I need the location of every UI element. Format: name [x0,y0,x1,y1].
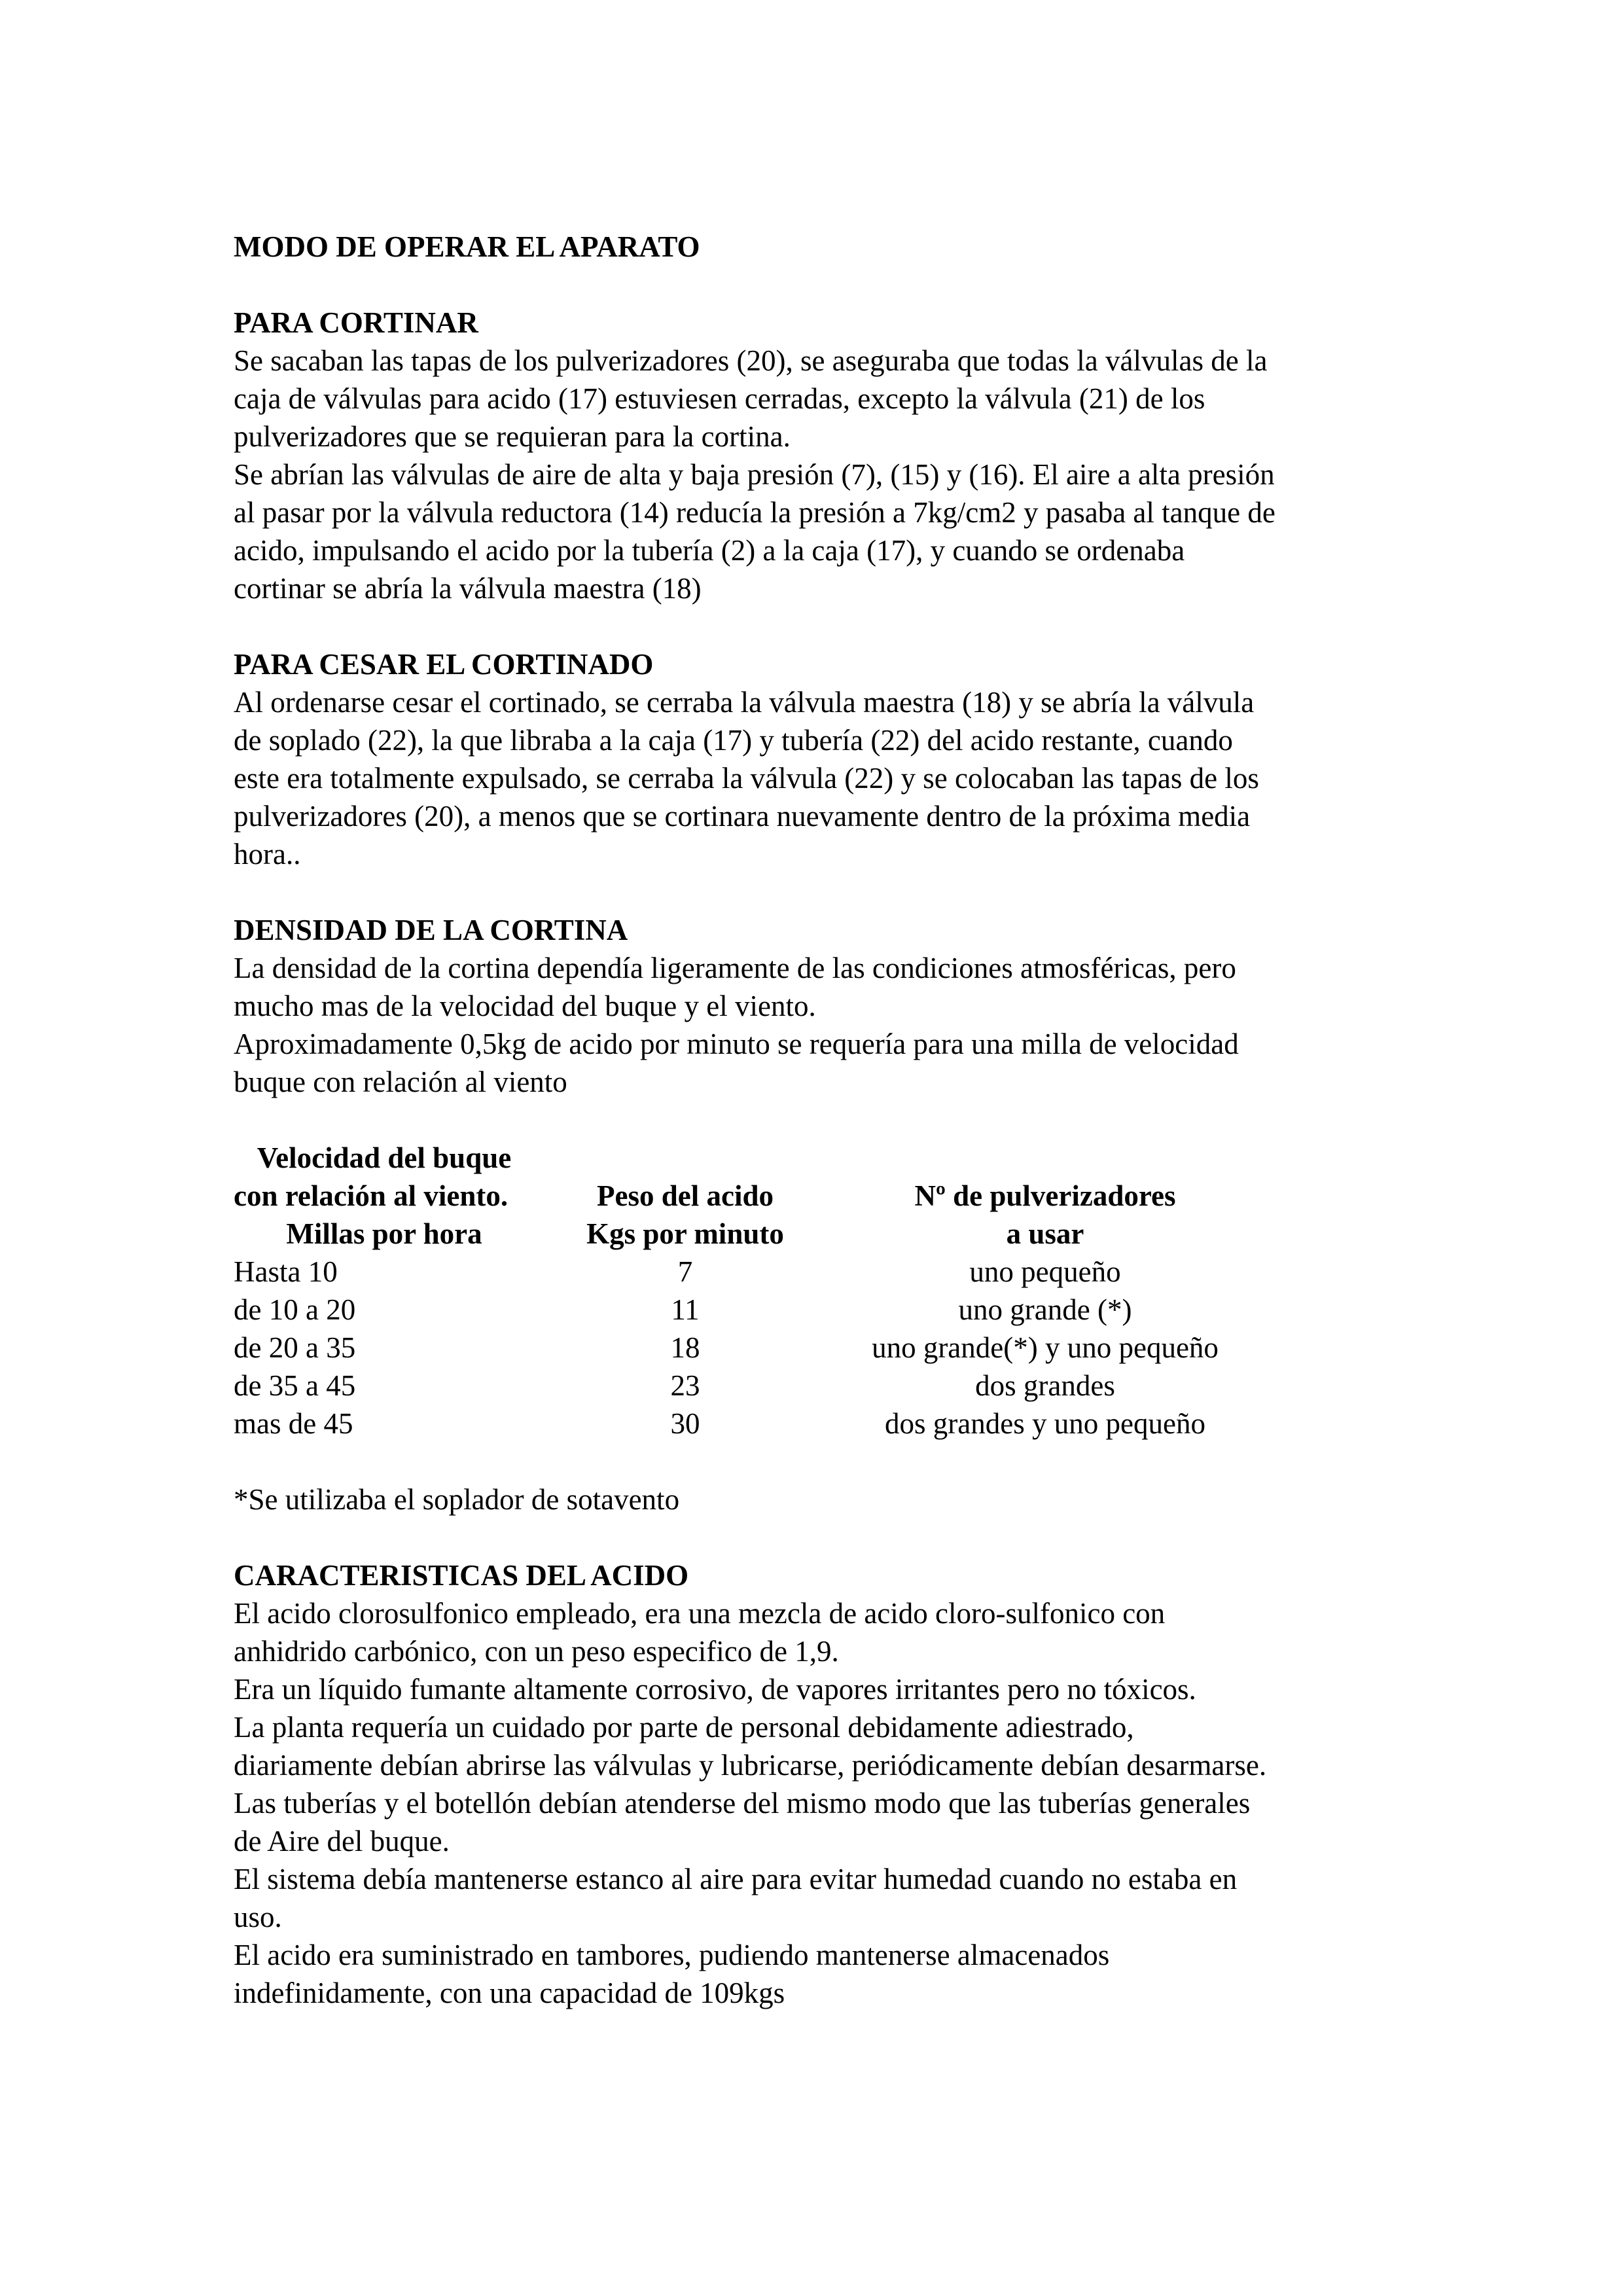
table-cell: 11 [671,1293,700,1326]
table-cell: dos grandes [975,1369,1115,1402]
table-footnote: *Se utilizaba el soplador de sotavento [234,1483,680,1516]
page-title: MODO DE OPERAR EL APARATO [234,230,700,263]
table-cell: uno grande (*) [958,1293,1132,1326]
table-cell: 7 [677,1255,693,1288]
section-caracteristicas-acido [234,1556,1425,2012]
table-row [234,1291,1425,1329]
paragraph-line: acido, impulsando el acido por la tubería (2) a la caja (17), y cuando se ordenaba [234,534,1185,567]
paragraph-line: este era totalmente expulsado, se cerraba la válvula (22) y se colocaban las tapas de los [234,762,1259,795]
header-cell: Millas por hora [286,1217,482,1250]
paragraph-line: El sistema debía mantenerse estanco al aire para evitar humedad cuando no estaba en [234,1863,1238,1895]
table-row [234,1367,1425,1405]
paragraph-line: indefinidamente, con una capacidad de 109kgs [234,1977,785,2009]
paragraph-line: uso. [234,1901,282,1933]
paragraph-line: anhidrido carbónico, con un peso especifico de 1,9. [234,1635,839,1668]
header-cell: Peso del acido [597,1179,774,1212]
table-row [234,1405,1425,1443]
speed-acid-table [234,1139,1425,1443]
paragraph-line: buque con relación al viento [234,1066,567,1098]
header-cell: a usar [1006,1217,1084,1250]
table-cell: 18 [670,1331,700,1364]
table-row [234,1253,1425,1291]
section-heading: PARA CORTINAR [234,306,478,339]
paragraph-line: hora.. [234,838,301,870]
table-cell: uno grande(*) y uno pequeño [872,1331,1219,1364]
paragraph-line: al pasar por la válvula reductora (14) reducía la presión a 7kg/cm2 y pasaba al tanque de [234,496,1275,529]
paragraph-line: caja de válvulas para acido (17) estuviesen cerradas, excepto la válvula (21) de los [234,382,1205,415]
document-body [234,228,1425,2012]
header-cell: Nº de pulverizadores [914,1179,1176,1212]
table-cell: uno pequeño [969,1255,1121,1288]
table-cell: de 10 a 20 [234,1293,356,1326]
section-densidad-cortina [234,911,1425,1101]
header-cell: Kgs por minuto [586,1217,784,1250]
section-heading: PARA CESAR EL CORTINADO [234,648,654,681]
table-cell: 23 [670,1369,700,1402]
header-cell: con relación al viento. [234,1179,508,1212]
paragraph-line: El acido era suministrado en tambores, pudiendo mantenerse almacenados [234,1939,1110,1971]
paragraph-line: Al ordenarse cesar el cortinado, se cerraba la válvula maestra (18) y se abría la válvula [234,686,1255,719]
paragraph-line: Aproximadamente 0,5kg de acido por minuto se requería para una milla de velocidad [234,1028,1239,1060]
paragraph-line: de soplado (22), la que libraba a la caja (17) y tubería (22) del acido restante, cuando [234,724,1233,757]
table-header-row [234,1177,1425,1215]
paragraph-line: La planta requería un cuidado por parte de personal debidamente adiestrado, [234,1711,1134,1744]
paragraph-line: Se sacaban las tapas de los pulverizadores (20), se aseguraba que todas la válvulas de la [234,344,1268,377]
table-cell: de 20 a 35 [234,1331,356,1364]
paragraph-line: Las tuberías y el botellón debían atenderse del mismo modo que las tuberías generales [234,1787,1251,1820]
paragraph-line: pulverizadores (20), a menos que se cortinara nuevamente dentro de la próxima media [234,800,1251,833]
section-heading: DENSIDAD DE LA CORTINA [234,914,628,946]
table-cell: 30 [670,1407,700,1440]
section-cesar-cortinado [234,645,1425,873]
table-header-row [234,1215,1425,1253]
paragraph-line: mucho mas de la velocidad del buque y el viento. [234,990,816,1022]
table-cell: de 35 a 45 [234,1369,356,1402]
paragraph-line: El acido clorosulfonico empleado, era una mezcla de acido cloro-sulfonico con [234,1597,1166,1630]
table-header-row [234,1139,1425,1177]
paragraph-line: de Aire del buque. [234,1825,450,1857]
paragraph-line: pulverizadores que se requieran para la cortina. [234,420,791,453]
paragraph-line: La densidad de la cortina dependía ligeramente de las condiciones atmosféricas, pero [234,952,1236,984]
paragraph-line: Se abrían las válvulas de aire de alta y baja presión (7), (15) y (16). El aire a alta presión [234,458,1275,491]
table-cell: mas de 45 [234,1407,353,1440]
table-row [234,1329,1425,1367]
section-para-cortinar [234,304,1425,607]
paragraph-line: diariamente debían abrirse las válvulas y lubricarse, periódicamente debían desarmarse. [234,1749,1267,1782]
header-cell: Velocidad del buque [257,1141,512,1174]
table-cell: Hasta 10 [234,1255,338,1288]
paragraph-line: Era un líquido fumante altamente corrosivo, de vapores irritantes pero no tóxicos. [234,1673,1196,1706]
paragraph-line: cortinar se abría la válvula maestra (18) [234,572,702,605]
table-cell: dos grandes y uno pequeño [885,1407,1205,1440]
section-heading: CARACTERISTICAS DEL ACIDO [234,1559,689,1592]
